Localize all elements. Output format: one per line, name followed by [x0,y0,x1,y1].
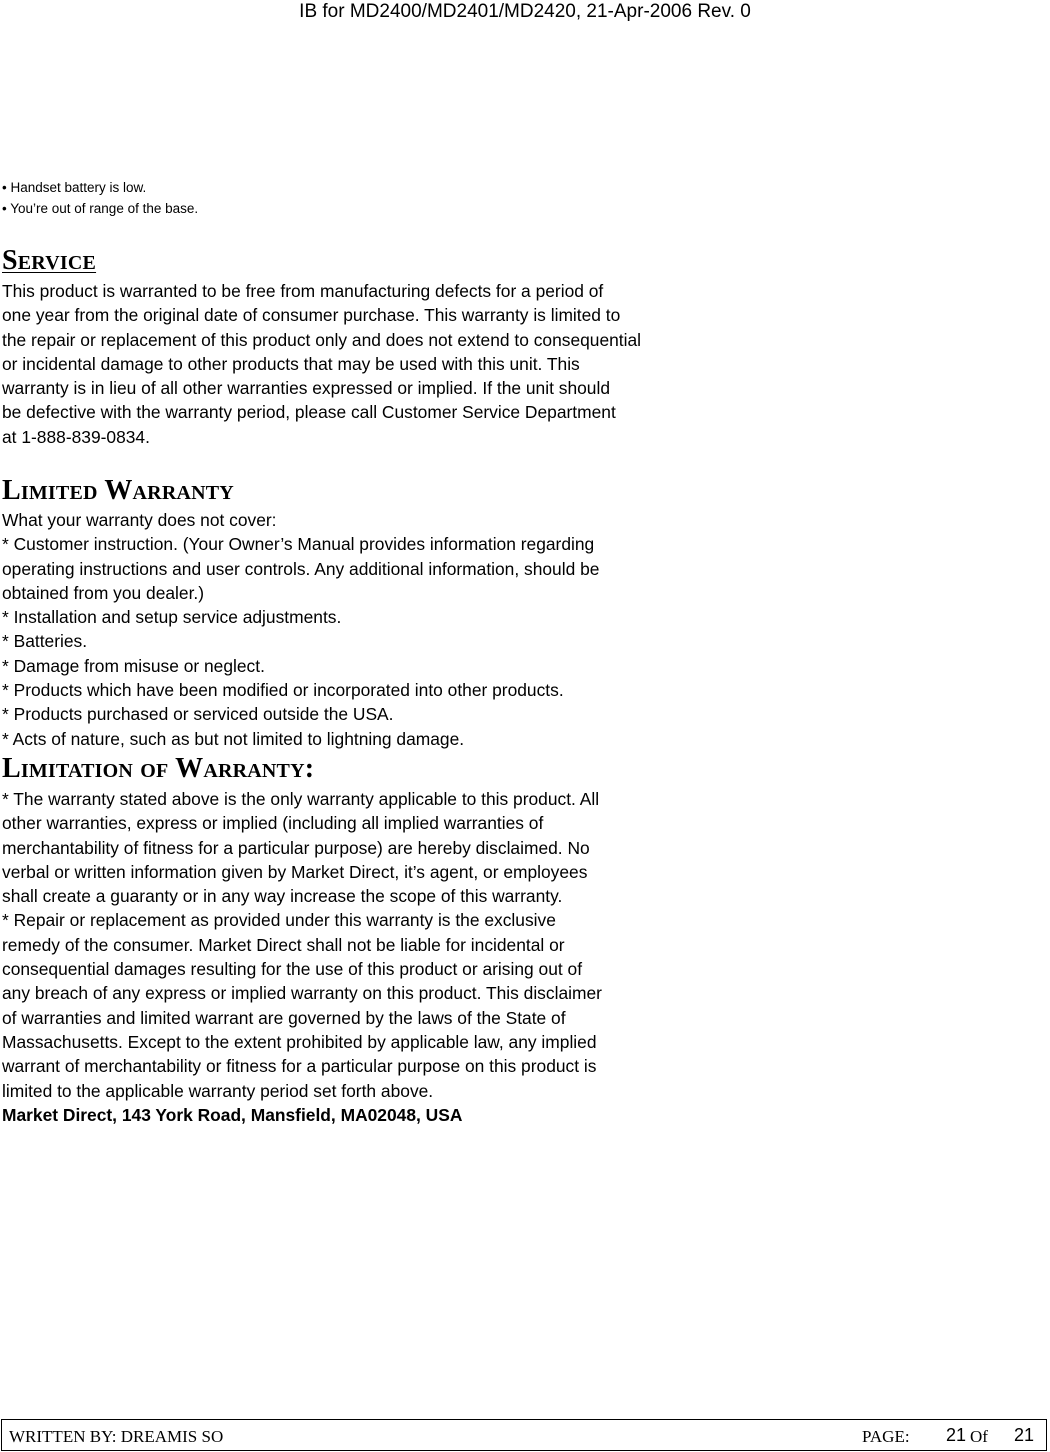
limitation-line: merchantability of fitness for a particular purpose) are hereby disclaimed. No [2,837,590,858]
company-address: Market Direct, 143 York Road, Mansfield, MA02048, USA [2,1104,463,1125]
limitation-line: of warranties and limited warrant are governed by the laws of the State of [2,1007,566,1028]
bullet-item: • Handset battery is low. [2,180,147,195]
warranty-line: operating instructions and user controls. Any additional information, should be [2,558,600,579]
troubleshoot-bullets [2,177,198,219]
limited-warranty-body [2,508,802,751]
limitation-line: limited to the applicable warranty period set forth above. [2,1080,434,1101]
warranty-line: * Damage from misuse or neglect. [2,655,265,676]
limitation-line: shall create a guaranty or in any way increase the scope of this warranty. [2,886,563,907]
limitation-line: any breach of any express or implied warranty on this product. This disclaimer [2,983,602,1004]
service-line: or incidental damage to other products that may be used with this unit. This [2,353,580,374]
service-body [2,279,802,449]
service-line: one year from the original date of consumer purchase. This warranty is limited to [2,305,621,326]
page-number: 21 [946,1425,967,1445]
limitation-line: * Repair or replacement as provided under this warranty is the exclusive [2,910,556,931]
service-heading: Service [2,245,97,276]
page-label: PAGE: [862,1427,910,1446]
service-line: at 1-888-839-0834. [2,426,150,447]
warranty-line: * Installation and setup service adjustments. [2,607,342,628]
limitation-line: other warranties, express or implied (including all implied warranties of [2,813,544,834]
limitation-body [2,787,802,1127]
bullet-item: • You’re out of range of the base. [2,201,199,216]
service-line: warranty is in lieu of all other warranties expressed or implied. If the unit should [2,378,611,399]
warranty-line: * Acts of nature, such as but not limited to lightning damage. [2,728,465,749]
limitation-line: verbal or written information given by Market Direct, it’s agent, or employees [2,861,588,882]
page-footer [1,1419,1047,1451]
document-header: IB for MD2400/MD2401/MD2420, 21-Apr-2006 Rev. 0 [299,1,751,22]
of-label: Of [970,1427,988,1446]
warranty-line: obtained from you dealer.) [2,582,205,603]
warranty-line: * Products purchased or serviced outside the USA. [2,704,394,725]
warranty-line: * Products which have been modified or incorporated into other products. [2,680,564,701]
service-line: the repair or replacement of this product only and does not extend to consequential [2,329,642,350]
warranty-line: What your warranty does not cover: [2,510,277,530]
page-total: 21 [1014,1425,1035,1445]
service-line: This product is warranted to be free from manufacturing defects for a period of [2,281,604,301]
limitation-heading: Limitation of Warranty: [2,753,315,784]
limited-warranty-heading: Limited Warranty [2,475,234,506]
limitation-line: consequential damages resulting for the use of this product or arising out of [2,959,583,980]
limitation-line: warrant of merchantability or fitness for a particular purpose on this product is [2,1056,597,1077]
written-by: WRITTEN BY: DREAMIS SO [9,1427,224,1446]
warranty-line: * Customer instruction. (Your Owner’s Manual provides information regarding [2,534,595,555]
service-line: be defective with the warranty period, please call Customer Service Department [2,402,616,423]
warranty-line: * Batteries. [2,631,88,652]
limitation-line: * The warranty stated above is the only warranty applicable to this product. All [2,789,600,809]
limitation-line: Massachusetts. Except to the extent prohibited by applicable law, any implied [2,1031,597,1052]
limitation-line: remedy of the consumer. Market Direct shall not be liable for incidental or [2,934,565,955]
